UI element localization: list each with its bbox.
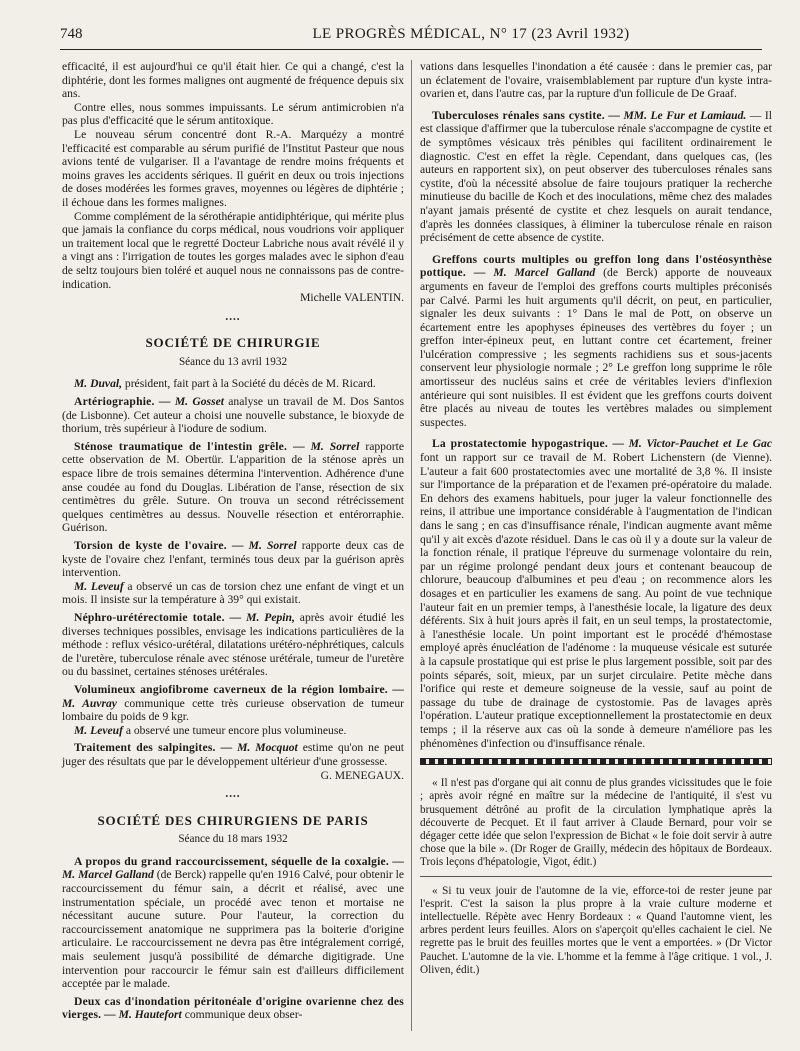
paragraph [62,377,404,391]
article [420,253,772,430]
author: — M. Auvray [62,682,404,710]
author: — M. Gosset [154,395,224,409]
signature: Michelle VALENTIN. [300,291,404,305]
session-date: Séance du 13 avril 1932 [178,355,288,368]
article-title: Deux cas d'inondation péritonéale d'origine ovarienne chez des vierges. [62,994,404,1022]
article [62,440,404,535]
author: — M. Marcel Galland [465,266,596,280]
text: — Il est classique d'affirmer que la tuberculose rénale s'accompagne de cystite et de symptômes vésicaux très pénibles qui facilitent ordinairement le diagnostic. C'est en effet la règle. Cependant, dans quelques cas, (les auteurs en rapportent six), on peut observer des tuberculoses rénales sans cystite, d'où la nécessité absolue de faire toujours pratiquer la recherche minutieuse du bacille de Koch et des inoculations, même chez des malades n'ayant jamais présenté de cystite et chez lesquels on aurait tendance, d'après les données classiques, à éliminer la tuberculose rénale en raison précisément de cette absence de cystite. [420,108,772,245]
article-title: Néphro-urétérectomie totale. [74,610,225,624]
text: président, fait part à la Société du décès de M. Ricard. [122,377,376,391]
author: M. Leveuf [74,723,123,737]
article [62,855,404,991]
article-title: Tuberculoses rénales sans cystite. [432,108,605,122]
paragraph: vations dans lesquelles l'inondation a été causée : dans le premier cas, par un éclatement de l'ovaire, vraisemblablement par rupture d'un kyste intra-ovarien et, dans l'autre cas, par la rupture d'un follicule de De Graaf. [420,60,772,101]
author: M. Duval, [74,377,122,391]
article [62,611,404,679]
ornament-divider: •••• [225,792,241,802]
page-number: 748 [60,26,83,42]
author: M. Leveuf [74,579,124,593]
column-divider [411,60,412,1031]
paragraph: Le nouveau sérum concentré dont R.-A. Marquézy a montré l'efficacité est comparable au sérum purifié de l'Institut Pasteur que nous avions tenté de vulgariser. Il a l'avantage de rendre moins fréquents et moins graves les accidents sériques. Il guérit en deux ou trois injections de doses modérées les formes graves, moyennes ou légères de diphtérie ; il échoue dans les formes malignes. [62,127,404,209]
article-title: Sténose traumatique de l'intestin grêle. [74,439,288,453]
quote-block [420,777,772,977]
article [62,539,404,580]
author: — M. Sorrel [226,539,297,552]
text: après avoir étudié les diverses techniques possibles, envisage les indications particulières de la méthode : reflux vésico-urétéral, dilatations urétéro-néphrétiques, calculs de l'uretère, tuberculose rénale avec sténose urétérale, tumeur de l'uretère ou du bassinet, certaines sténoses urétérales. [62,610,405,679]
text: font un rapport sur ce travail de M. Robert Lichenstern (de Vienne). L'auteur a fait 600 prostatectomies avec une mortalité de 3,8 %. Il insiste sur l'importance de la préparation et de l'examen pré-opératoire du malade. En dehors des examens habituels, pour juger la valeur fonctionnelle des reins, il attribue une importance considérable à l'augmentation de l'indican dans le sang ; en cas d'insuffisance rénale, l'indican augmente avant même qu'il y ait excès d'azote résiduel. Dans le cas où il y a doute sur la valeur de la fonction rénale, il pratique l'épreuve du surmenage volontaire du rein, par un régime prolongé pendant deux jours et contenant beaucoup de chlorure, beaucoup d'albumines et peu d'eau ; on recommence alors les dosages et en particulier les examens de sang. Au point de vue technique l'auteur fait en un premier temps, à l'anesthésie locale, la ligature des deux déférents. Six à huit jours après il fait, en un seul temps, la prostatectomie, à l'anesthésie locale. Un point important est le procédé d'hémostase employé après énucléation de l'adénome : la muqueuse vésicale est suturée à la capsule prostatique qui est prise le plus largement possible, soit par des points séparés, soit, mieux, par un surjet circulaire. Petite mèche dans l'orifice qui reste et demeure soigneuse de la vessie, sauf au point de passage du tube de drainage de cystostomie. Pas de lavages après l'opération. L'auteur pratique exceptionnellement la prostatectomie en deux temps ; il la réserve aux cas où la sonde à demeure n'améliore pas les phénomènes d'infection ou d'insuffisance rénale. [420,451,772,750]
text: rapporte cette observation de M. Obertür. L'apparition de la sténose après un espace libre de trois semaines détermina l'intervention. Adhérence d'une anse coudée au fond du Douglas. Libération de l'anse, résection de six centimètres du grêle. Suture. On trouva un second rétrécissement quelques centimètres au dessus. Nouvelle résection et entérorraphie. Guérison. [62,439,404,535]
text: communique cette très curieuse observation de tumeur lombaire du poids de 9 kgr. [62,696,404,724]
article-title: Traitement des salpingites. [74,741,216,755]
text: (de Berck) apporte de nouveaux arguments en faveur de l'emploi des greffons courts multiples préconisés par Calvé. Parmi les huit arguments qu'il décrit, on peut, en particulier, signaler les deux suivants : 1° Dans le mal de Pott, on observe un écartement entre les apophyses épineuses des vertèbres du foyer ; un greffon inter-épineux peut, en luttant contre cet écartement, freiner l'ulcération compressive ; les segments rachidiens sus et sous-jacents conservent leur physiologie normale ; 2° Le greffon long supprime le rôle amortisseur des nucléus sains et crée de véritables leviers d'inflexion antérieure qui sont nuisibles. Il est évident que les greffons courts doivent être placés au niveau de toutes les vertèbres malades ou simplement suspectes. [420,266,772,429]
author: — M. Sorrel [287,439,360,453]
text: communique deux obser- [181,1008,303,1022]
article-title: Torsion de kyste de l'ovaire. [74,539,227,552]
text: rapporte deux cas de kyste de l'ovaire chez l'enfant, terminés tous deux par la guérison après intervention. [62,539,404,580]
signature: G. MENEGAUX. [320,768,404,782]
author: — M. Marcel Galland [62,854,404,882]
author: — M. Hautefort [101,1008,182,1022]
paragraph: Comme complément de la sérothérapie antidiphtérique, qui mérite plus que jamais la confiance du corps médical, nous voudrions voir appliquer un traitement local que le regretté Docteur Labriche nous avait révélé il y a vingt ans : l'irrigation de toutes les gorges malades avec le siphon d'eau de seltz toujours bien toléré et auquel nous ne connaissons pas de contre-indication. [62,209,405,291]
decorative-rule [420,758,772,765]
right-column [420,60,772,977]
article-title: Greffons courts multiples ou greffon long dans l'ostéosynthèse pottique. [420,252,772,280]
article [420,109,772,245]
article [420,437,772,750]
ornament-divider: •••• [225,314,241,324]
article [62,683,404,724]
running-head [60,26,762,46]
section-title: SOCIÉTÉ DE CHIRURGIE [145,335,321,351]
text: estime qu'on ne peut juger des résultats que par le développement ultérieur d'une grossesse. [62,741,404,768]
article [62,741,404,768]
author: — M. Mocquot [215,741,298,755]
text: (de Berck) rappelle qu'en 1916 Calvé, pour obtenir le raccourcissement du fémur sain, a décrit et réalisé, avec une instrumentation spéciale, un procédé avec tenon et mortaise ne nécessitant aucune suture. Pour l'auteur, la correction du raccourcissement anatomique ne supprimera pas la boiterie d'origine articulaire. Le raccourcissement ne devra pas être intégralement corrigé, mais seulement jusqu'à possibilité de démarche digitigrade. Une intervention pour raccourcir le fémur sain est d'ailleurs difficilement acceptée par le malade. [62,868,404,991]
quote: « Il n'est pas d'organe qui ait connu de plus grandes vicissitudes que le foie ; après avoir régné en maître sur la médecine de l'antiquité, il s'est vu brusquement détrôné au profit de la circulation lymphatique après la découverte de Pecquet. Et il faut arriver à Claude Bernard, pour voir se dégager cette idée que selon l'expression de Bichat « le foie doit servir à autre chose que la bile ». (Dr Roger de Grailly, médecin des hôpitaux de Bordeaux. Trois leçons d'hépatologie, Vigot, édit.) [420,777,772,869]
header-rule [60,49,762,50]
text: analyse un travail de M. Dos Santos (de Lisbonne). Cet auteur a choisi une nouvelle substance, le bioxyde de thorium, très supérieur à l'iodure de sodium. [62,395,404,436]
left-column [62,60,404,1022]
paragraph [62,580,404,607]
author: — M. Pepin, [224,610,295,624]
section-title: SOCIÉTÉ DES CHIRURGIENS DE PARIS [97,812,369,828]
paragraph: efficacité, il est aujourd'hui ce qu'il était hier. Ce qui a changé, c'est la diphtérie, dont les formes malignes ont augmenté de fréquence depuis six ans. [62,60,404,101]
article-title: La prostatectomie hypogastrique. [432,437,608,451]
article-title: A propos du grand raccourcissement, séquelle de la coxalgie. [74,854,390,868]
article-title: Artériographie. [74,395,155,409]
article [62,995,404,1022]
article [62,395,404,436]
paragraph [62,724,404,738]
text: a observé un cas de torsion chez une enfant de vingt et un mois. Il insiste sur la température à 39° qui existait. [62,579,404,607]
quote: « Si tu veux jouir de l'automne de la vie, efforce-toi de rester jeune par l'esprit. C'est la saison la plus propre à la vraie culture moderne et intellectuelle. Répète avec Henry Bordeaux : « Quand l'automne vient, les arbres perdent leurs feuilles. Alors on s'aperçoit qu'elles cachaient le ciel. Ne regrette pas le bruit des feuilles mortes que le vent a emportées. » (Dr Victor Pauchet. L'automne de la vie. L'homme et la femme à l'âge critique. 1 vol., J. Oliven, édit.) [420,884,772,976]
text: a observé une tumeur encore plus volumineuse. [122,723,347,737]
paragraph: Contre elles, nous sommes impuissants. Le sérum antimicrobien n'a pas plus d'efficacité que le sérum antitoxique. [62,100,404,128]
article-title: Volumineux angiofibrome caverneux de la région lombaire. [74,682,388,696]
author: — M. Victor-Pauchet et Le Gac [607,437,772,451]
running-title: LE PROGRÈS MÉDICAL, N° 17 (23 Avril 1932) [312,26,630,42]
session-date: Séance du 18 mars 1932 [178,833,288,846]
author: — MM. Le Fur et Lamiaud. [604,108,747,122]
quote-separator [420,876,772,877]
